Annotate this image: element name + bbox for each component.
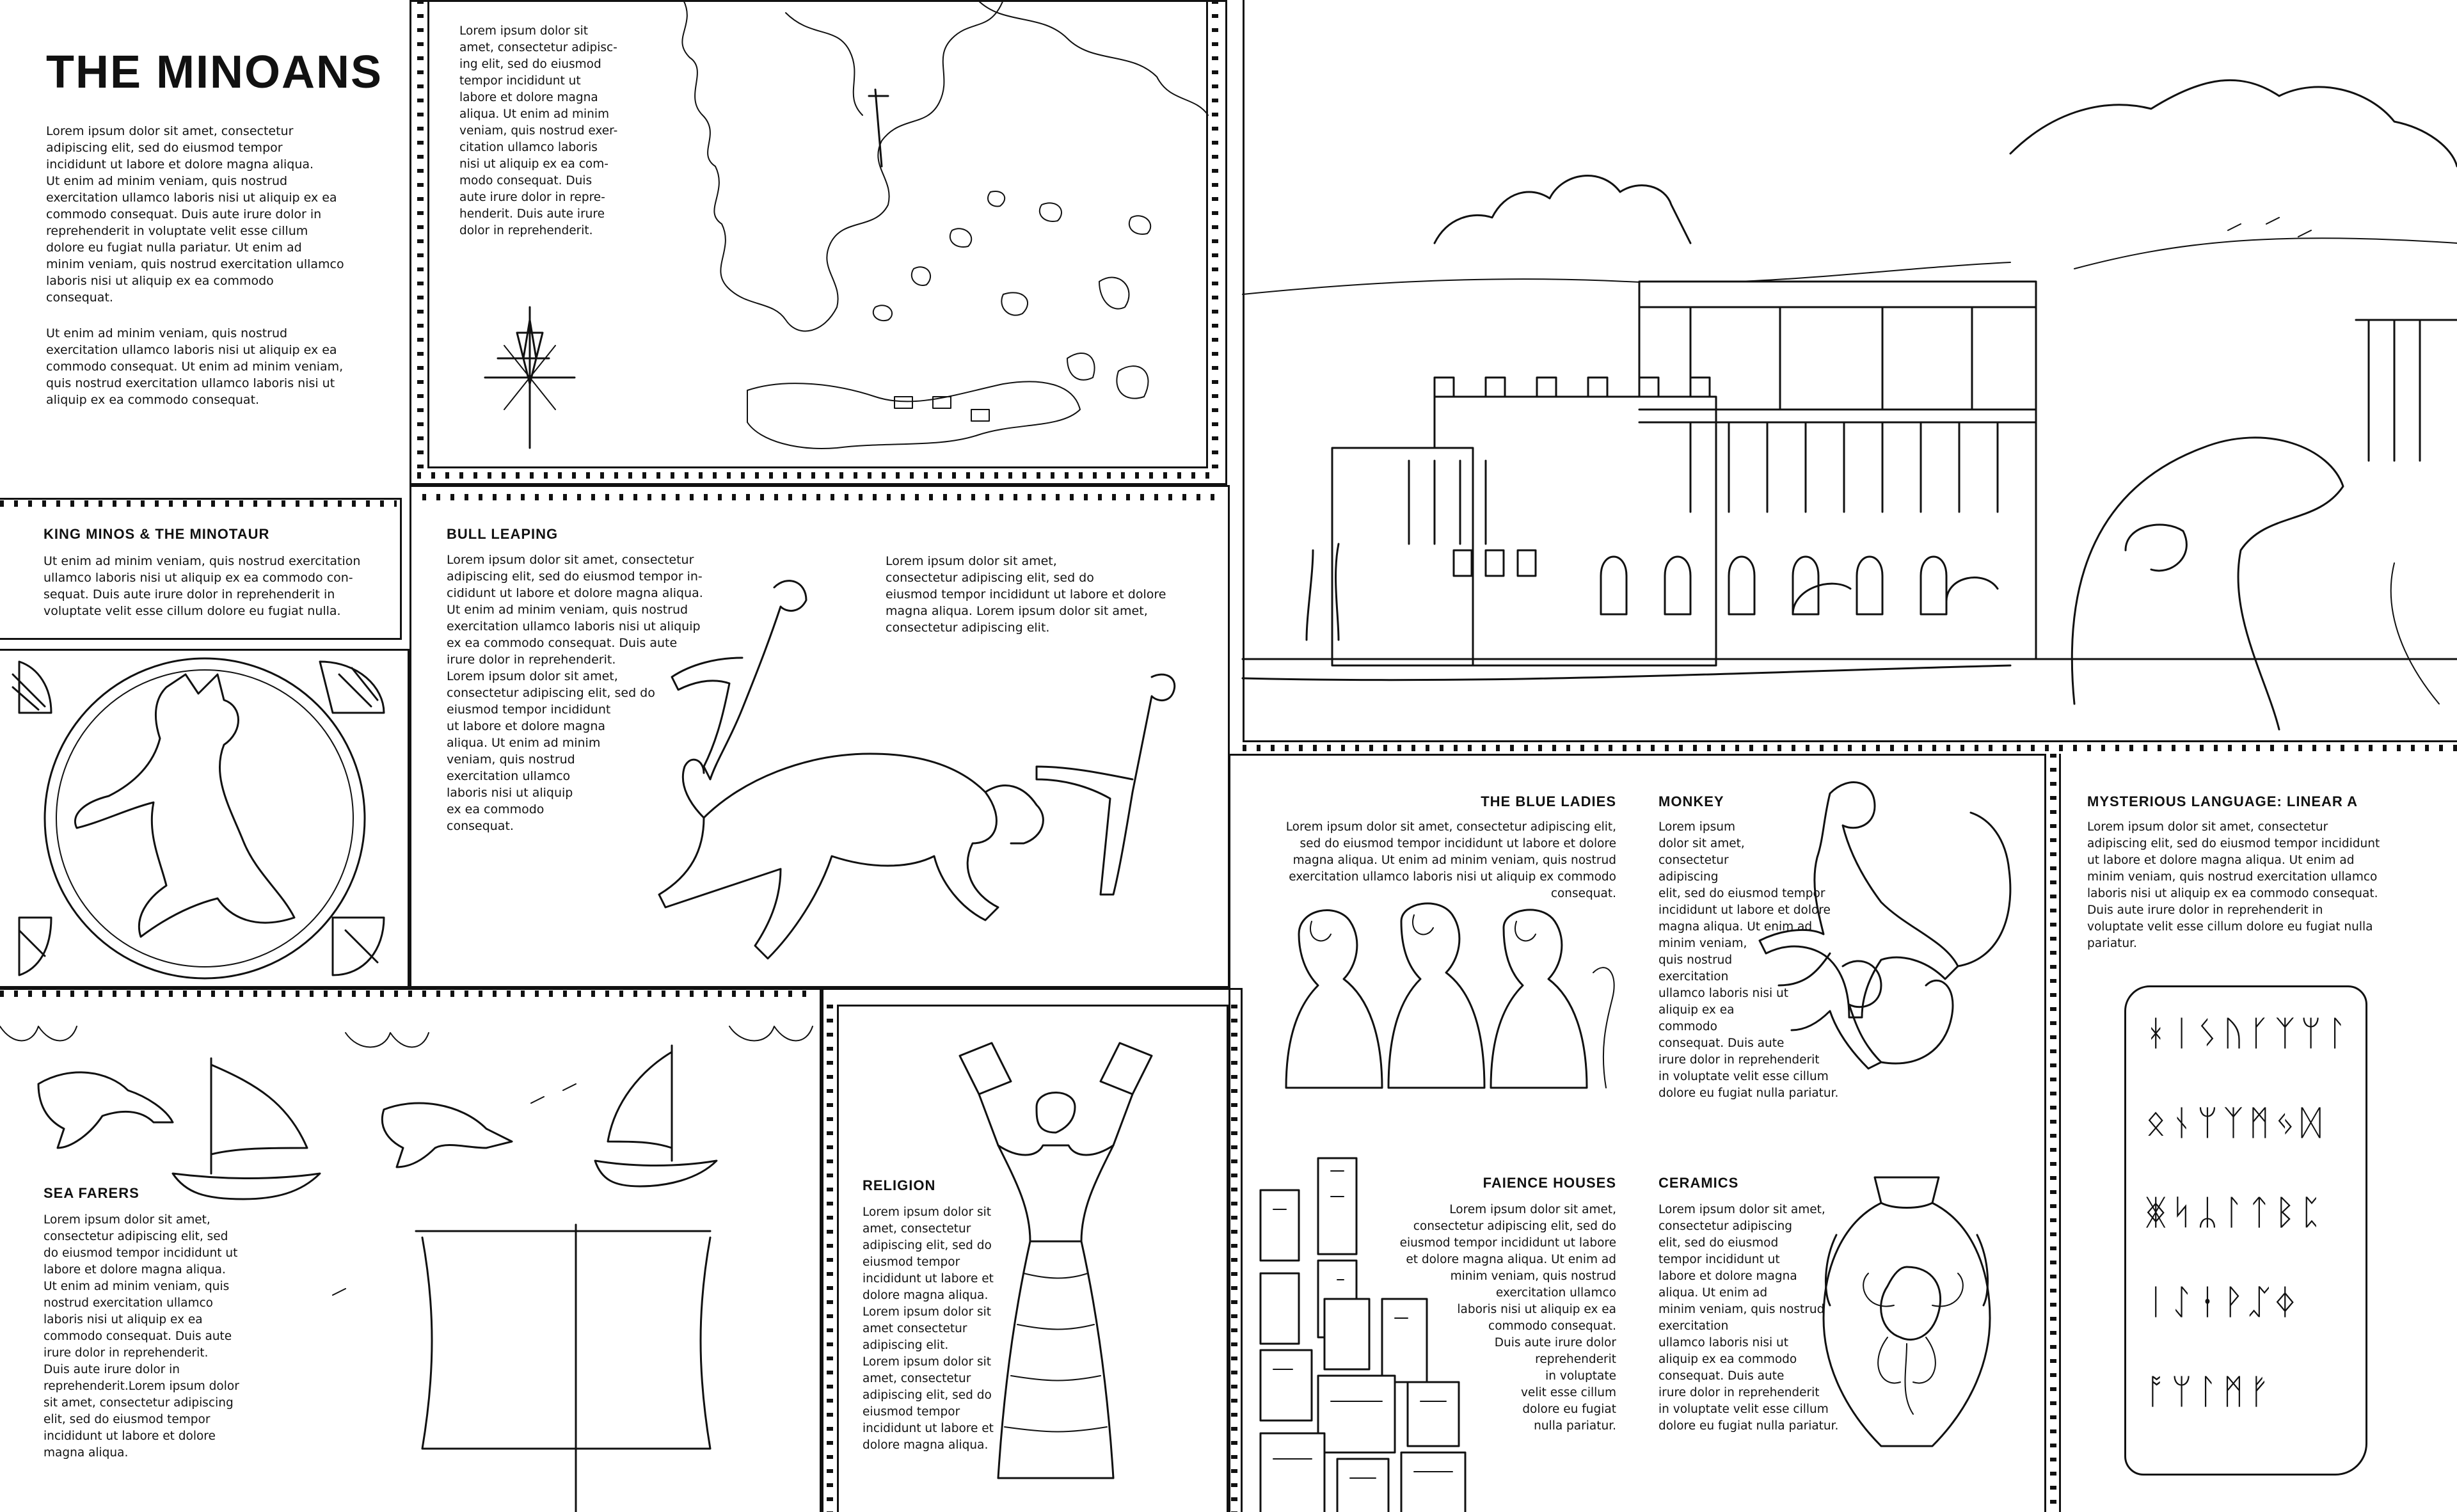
king-minos-heading: KING MINOS & THE MINOTAUR — [44, 526, 270, 542]
snake-goddess-illustration — [941, 1043, 1171, 1491]
ceramics-text: Lorem ipsum dolor sit amet, consectetur adipiscing elit, sed do eiusmod tempor incididunt ut labore et dolore magna aliqua. Ut enim ad minim veniam, quis nostrud exercitation ullamco laboris nisi ut aliquip ex ea commodo consequat. Duis aute irure dolor in reprehenderit in voluptate velit esse cillum dolore eu fugiat nulla pariatur. — [1658, 1203, 1839, 1433]
blue-ladies-text: Lorem ipsum dolor sit amet, consectetur adipiscing elit, sed do eiusmod tempor incididunt ut labore et dolore magna aliqua. Ut enim ad minim veniam, quis nostrud exercitation ullamco laboris nisi ut aliquip ex commodo consequat. — [1285, 820, 1616, 900]
linear-a-tablet — [2124, 985, 2367, 1476]
bull-leaping-heading: BULL LEAPING — [447, 526, 559, 542]
linear-a-text: Lorem ipsum dolor sit amet, consectetur adipiscing elit, sed do eiusmod tempor incididunt ut labore et dolore magna aliqua. Ut enim ad minim veniam, quis nostrud exercitation ullamco laboris nisi ut aliquip ex ea commodo consequat. Duis aute irure dolor in reprehenderit in voluptate velit esse cillum dolore eu fugiat nulla pariatur. — [2087, 820, 2380, 950]
king-minos-text: Ut enim ad minim veniam, quis nostrud exercitation ullamco laboris nisi ut aliquip ex ea commodo con- sequat. Duis aute irure dolor in reprehenderit in voluptate velit esse cillum dolore eu fugiat nulla. — [44, 554, 361, 618]
religion-heading: RELIGION — [863, 1177, 936, 1193]
greek-key-king-minos — [0, 500, 397, 507]
faience-houses-heading: FAIENCE HOUSES — [1483, 1175, 1616, 1191]
blue-ladies-illustration — [1248, 896, 1632, 1113]
page-title: THE MINOANS — [46, 47, 383, 98]
map-text: Lorem ipsum dolor sit amet, consectetur adipisc- ing elit, sed do eiusmod tempor incididunt ut labore et dolore magna aliqua. Ut enim ad minim veniam, quis nostrud exer- citation ullamco laboris nisi ut aliquip ex ea com- modo consequat. Duis aute irure dolor in repre- henderit. Duis aute irure dolor in reprehenderit. — [459, 24, 618, 237]
linear-a-glyphs-row-1: ᚼᛁᛊᚢᚴᛉᛘᛚ — [2145, 1013, 2353, 1053]
bull-leaping-text-right: Lorem ipsum dolor sit amet, consectetur adipiscing elit, sed do eiusmod tempor incididunt ut labore et dolore magna aliqua. Lorem ipsum dolor sit amet, consectetur adipiscing elit. — [886, 554, 1166, 635]
greek-key-map-right — [1212, 0, 1218, 475]
greek-key-map-left — [417, 0, 424, 475]
monkey-heading: MONKEY — [1658, 793, 1724, 809]
linear-a-heading: MYSTERIOUS LANGUAGE: LINEAR A — [2087, 793, 2358, 809]
blue-ladies-heading: THE BLUE LADIES — [1481, 793, 1616, 809]
greek-key-map-bottom — [417, 472, 1218, 479]
religion-text: Lorem ipsum dolor sit amet, consectetur adipiscing elit, sed do eiusmod tempor incididunt ut labore et dolore magna aliqua. Lorem ipsum dolor sit amet consectetur adipiscing elit. Lorem ipsum dolor sit amet, consectetur adipiscing elit, sed do eiusmod tempor incididunt ut labore et dolore magna aliqua. — [863, 1206, 994, 1452]
faience-houses-illustration — [1254, 1158, 1472, 1512]
linear-a-glyphs-row-4: ᛁᛇᛂᚹᛢᛄ — [2145, 1282, 2301, 1322]
linear-a-glyphs-row-5: ᚩᛘᛚᛗᚠ — [2145, 1371, 2275, 1412]
intro-paragraph-2: Ut enim ad minim veniam, quis nostrud exercitation ullamco laboris nisi ut aliquip ex ea commodo consequat. Ut enim ad minim veniam, quis nostrud exercitation ullamco laboris nisi ut aliquip ex ea commodo consequat. — [46, 326, 344, 407]
minotaur-illustration — [0, 649, 410, 988]
aegean-map-illustration — [427, 0, 1208, 468]
greek-key-religion-left — [827, 1005, 833, 1512]
sea-farers-illustration — [0, 988, 822, 1512]
greek-key-palace-bottom — [1243, 745, 2457, 751]
intro-paragraph-1: Lorem ipsum dolor sit amet, consectetur adipiscing elit, sed do eiusmod tempor incididunt ut labore et dolore magna aliqua. Ut enim ad minim veniam, quis nostrud exercitation ullamco laboris nisi ut aliquip ex ea commodo consequat. Duis aute irure dolor in reprehenderit in voluptate velit esse cillum dolore eu fugiat nulla pariatur. Ut enim ad minim veniam, quis nostrud exercitation ullamco laboris nisi ut aliquip ex ea commodo consequat. — [46, 124, 344, 305]
knossos-palace-illustration — [1243, 0, 2457, 742]
bull-leaping-text-left: Lorem ipsum dolor sit amet, consectetur adipiscing elit, sed do eiusmod tempor in- cididunt ut labore et dolore magna aliqua. Ut enim ad minim veniam, quis nostrud exercitation ullamco laboris nisi ut aliquip ex ea commodo consequat. Duis aute irure dolor in reprehenderit. Lorem ipsum dolor sit amet, consectetur adipiscing elit, sed do eiusmod tempor incididunt ut labore et dolore magna aliqua. Ut enim ad minim veniam, quis nostrud exercitation ullamco laboris nisi ut aliquip ex ea commodo consequat. — [447, 553, 703, 833]
sea-farers-heading: SEA FARERS — [44, 1185, 139, 1201]
bull-leaping-illustration — [410, 485, 1230, 988]
faience-houses-text: Lorem ipsum dolor sit amet, consectetur adipiscing elit, sed do eiusmod tempor incididunt ut labore et dolore magna aliqua. Ut enim ad minim veniam, quis nostrud exercitation ullamco laboris nisi ut aliquip ex ea commodo consequat. Duis aute irure dolor reprehenderit in voluptate velit esse cillum dolore eu fugiat nulla pariatur. — [1399, 1203, 1616, 1433]
vertical-divider — [2059, 754, 2061, 1512]
octopus-vase-illustration — [1817, 1177, 1996, 1459]
linear-a-glyphs-row-2: ᛟᚾᛘᛉᛗᛃᛞ — [2145, 1102, 2326, 1143]
greek-key-mid-right — [2050, 754, 2056, 1512]
sea-farers-text: Lorem ipsum dolor sit amet, consectetur adipiscing elit, sed do eiusmod tempor incididunt ut labore et dolore magna aliqua. Ut enim ad minim veniam, quis nostrud exercitation ullamco laboris nisi ut aliquip ex ea commodo consequat. Duis aute irure dolor in reprehenderit. Duis aute irure dolor in reprehenderit.Lorem ipsum dolor sit amet, consectetur adipiscing elit, sed do eiusmod tempor incididunt ut labore et dolore magna aliqua. — [44, 1213, 239, 1460]
monkey-text: Lorem ipsum dolor sit amet, consectetur adipiscing elit, sed do eiusmod tempor incididunt ut labore et dolore magna aliqua. Ut enim ad minim veniam, quis nostrud exercitation ullamco laboris nisi ut aliquip ex ea commodo consequat. Duis aute irure dolor in reprehenderit in voluptate velit esse cillum dolore eu fugiat nulla pariatur. — [1658, 820, 1839, 1100]
ceramics-heading: CERAMICS — [1658, 1175, 1739, 1191]
linear-a-glyphs-row-3: ᛤᛋᛦᛚᛏᛒᛈ — [2145, 1192, 2326, 1232]
monkey-illustration — [1753, 768, 2035, 1113]
